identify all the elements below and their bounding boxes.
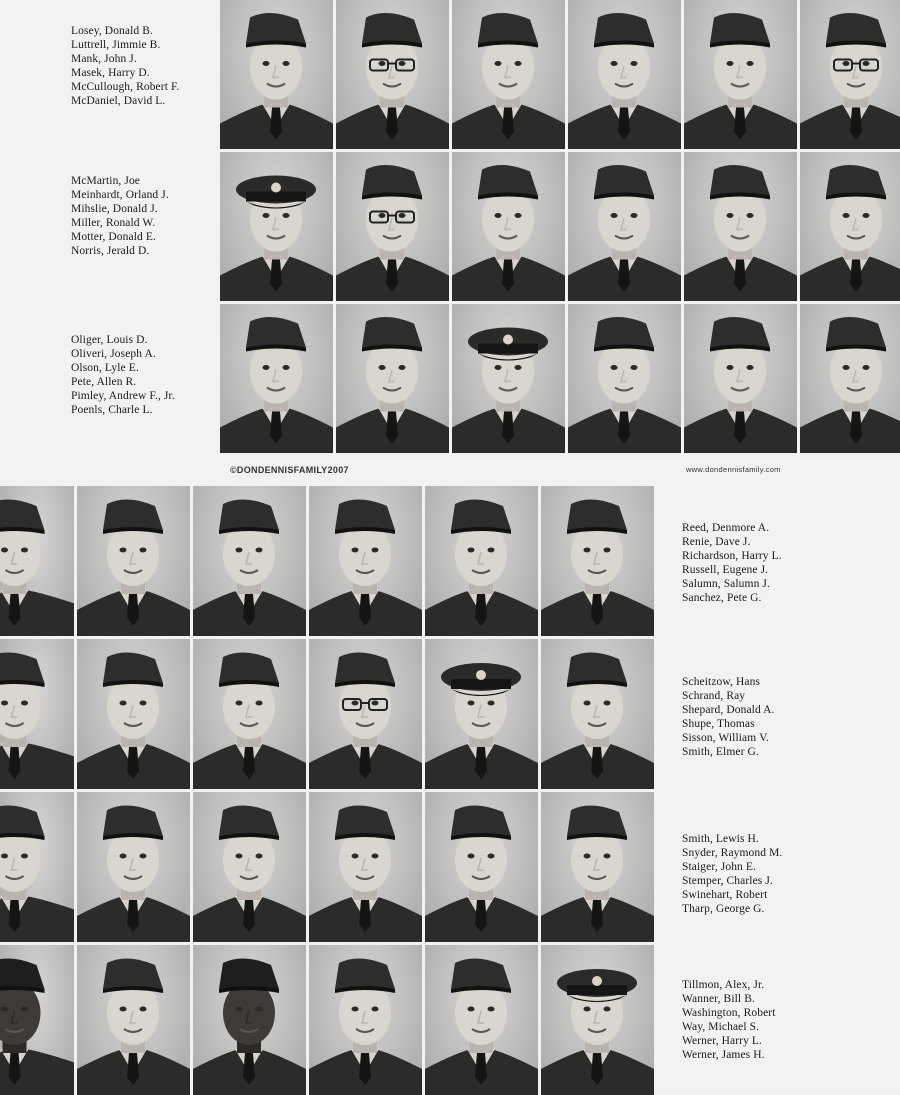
name-list-scheitzow <box>682 676 775 759</box>
portrait-photo <box>336 152 449 301</box>
name-item: Norris, Jerald D. <box>71 244 150 257</box>
portrait-photo <box>425 792 538 942</box>
portrait-photo <box>77 792 190 942</box>
name-item: Masek, Harry D. <box>71 66 150 79</box>
name-item: Smith, Elmer G. <box>682 745 759 758</box>
name-item: Werner, James H. <box>682 1048 765 1061</box>
portrait-photo <box>452 0 565 149</box>
portrait-photo <box>684 152 797 301</box>
name-item: Schrand, Ray <box>682 689 746 702</box>
name-item: Washington, Robert <box>682 1006 776 1019</box>
name-item: Olson, Lyle E. <box>71 361 139 374</box>
portrait-photo <box>336 304 449 453</box>
portrait-photo <box>568 304 681 453</box>
name-list-reed <box>682 522 782 605</box>
watermark-text: ©DONDENNISFAMILY2007 <box>230 465 349 475</box>
portrait-photo <box>0 639 74 789</box>
name-item: Way, Michael S. <box>682 1020 760 1033</box>
name-item: Miller, Ronald W. <box>71 216 156 229</box>
portrait-photo <box>77 945 190 1095</box>
portrait-photo <box>0 792 74 942</box>
name-item: Reed, Denmore A. <box>682 522 770 534</box>
name-item: Staiger, John E. <box>682 860 756 873</box>
name-item: Snyder, Raymond M. <box>682 846 783 859</box>
portrait-photo <box>193 486 306 636</box>
name-list-losey <box>71 25 180 108</box>
portrait-photo <box>684 0 797 149</box>
name-item: Richardson, Harry L. <box>682 549 782 562</box>
name-item: Stemper, Charles J. <box>682 874 773 887</box>
portrait-photo <box>309 639 422 789</box>
portrait-photo <box>220 152 333 301</box>
name-list-oliger <box>71 334 175 417</box>
portrait-photo <box>77 486 190 636</box>
portrait-photo <box>193 639 306 789</box>
portrait-photo <box>0 486 74 636</box>
name-item: Scheitzow, Hans <box>682 676 761 688</box>
name-item: Shupe, Thomas <box>682 717 755 730</box>
portrait-photo <box>541 792 654 942</box>
name-list-smith <box>682 833 782 916</box>
portrait-photo <box>77 639 190 789</box>
name-item: Poenls, Charle L. <box>71 403 153 416</box>
name-item: Wanner, Bill B. <box>682 992 755 1005</box>
portrait-photo <box>452 152 565 301</box>
name-list-mcmartin <box>71 175 169 258</box>
name-item: Werner, Harry L. <box>682 1034 763 1047</box>
name-item: Pimley, Andrew F., Jr. <box>71 389 175 402</box>
portrait-photo <box>541 945 654 1095</box>
portrait-photo <box>193 792 306 942</box>
portrait-photo <box>425 486 538 636</box>
portrait-photo <box>336 0 449 149</box>
portrait-photo <box>309 486 422 636</box>
name-item: Swinehart, Robert <box>682 888 768 901</box>
portrait-photo <box>309 792 422 942</box>
name-item: Meinhardt, Orland J. <box>71 188 169 201</box>
name-item: Pete, Allen R. <box>71 375 137 388</box>
portrait-photo <box>800 304 900 453</box>
portrait-photo <box>0 945 74 1095</box>
portrait-photo <box>568 152 681 301</box>
name-item: Losey, Donald B. <box>71 25 153 37</box>
name-item: Shepard, Donald A. <box>682 703 775 716</box>
portrait-photo <box>425 639 538 789</box>
name-item: Luttrell, Jimmie B. <box>71 38 161 51</box>
name-item: Motter, Donald E. <box>71 230 156 243</box>
portrait-photo <box>568 0 681 149</box>
name-item: Tharp, George G. <box>682 902 765 915</box>
portrait-photo <box>684 304 797 453</box>
name-item: Salumn, Salumn J. <box>682 577 770 590</box>
portrait-photo <box>800 0 900 149</box>
name-item: McMartin, Joe <box>71 175 141 187</box>
portrait-photo <box>220 304 333 453</box>
portrait-photo <box>541 639 654 789</box>
name-list-tillmon <box>682 979 776 1062</box>
portrait-photo <box>309 945 422 1095</box>
name-item: McDaniel, David L. <box>71 94 166 107</box>
name-item: Oliveri, Joseph A. <box>71 347 156 360</box>
portrait-photo <box>541 486 654 636</box>
name-item: Mank, John J. <box>71 52 137 65</box>
portrait-photo <box>800 152 900 301</box>
name-item: Renie, Dave J. <box>682 535 751 548</box>
name-item: Oliger, Louis D. <box>71 334 148 346</box>
name-item: Smith, Lewis H. <box>682 833 759 845</box>
website-text: www.dondennisfamily.com <box>686 465 781 474</box>
name-item: Mihslie, Donald J. <box>71 202 158 215</box>
name-item: Sanchez, Pete G. <box>682 591 762 604</box>
portrait-photo <box>425 945 538 1095</box>
portrait-photo <box>220 0 333 149</box>
name-item: Russell, Eugene J. <box>682 563 769 576</box>
portrait-photo <box>452 304 565 453</box>
name-item: McCullough, Robert F. <box>71 80 180 93</box>
portrait-grid-bottom <box>0 486 655 1095</box>
name-item: Sisson, William V. <box>682 731 769 744</box>
portrait-grid-top <box>220 0 900 453</box>
name-item: Tillmon, Alex, Jr. <box>682 979 765 991</box>
portrait-photo <box>193 945 306 1095</box>
